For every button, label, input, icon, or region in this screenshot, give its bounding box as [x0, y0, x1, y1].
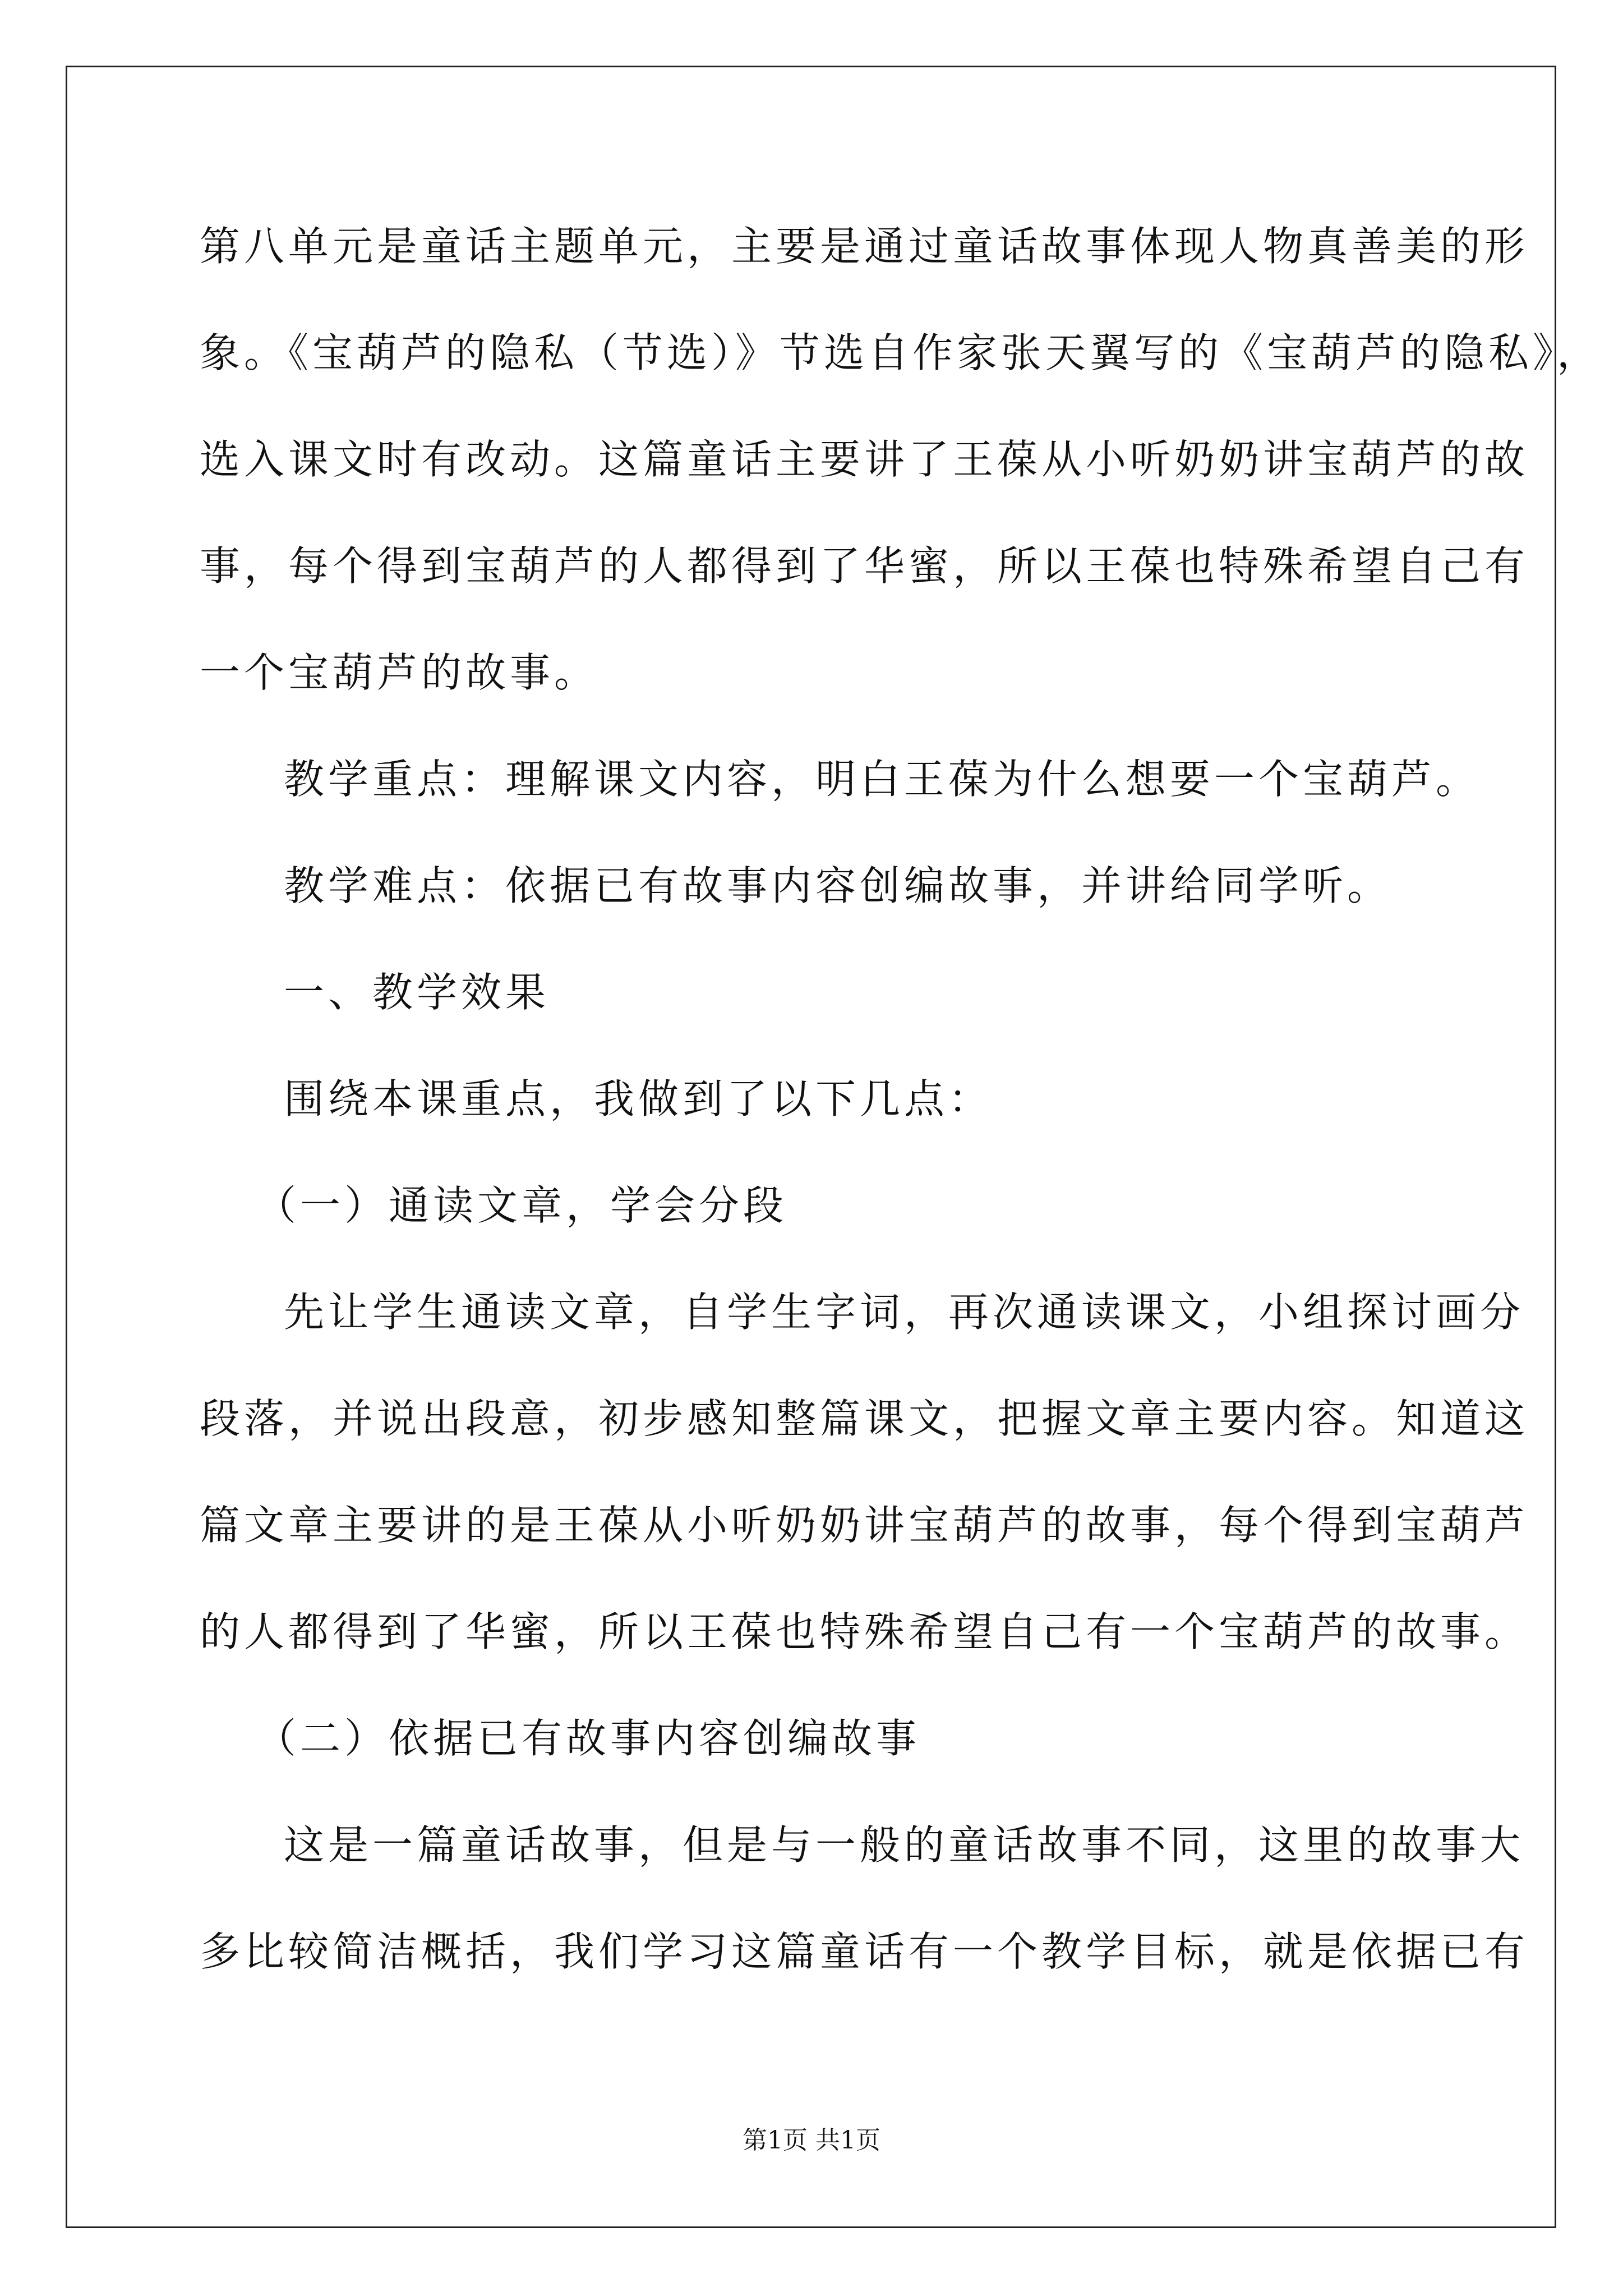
section-heading: 一、教学效果 [284, 969, 550, 1016]
page-number: 第1页 共1页 [743, 2126, 880, 2155]
text-line: 这是一篇童话故事，但是与一般的童话故事不同，这里的故事大 [284, 1821, 1525, 1869]
subsection-heading: （二）依据已有故事内容创编故事 [256, 1715, 921, 1762]
text-line: 教学重点：理解课文内容，明白王葆为什么想要一个宝葫芦。 [284, 756, 1481, 803]
document-body [200, 220, 1602, 2032]
text-line: 选入课文时有改动。这篇童话主要讲了王葆从小听奶奶讲宝葫芦的故 [200, 436, 1529, 483]
text-line: 教学难点：依据已有故事内容创编故事，并讲给同学听。 [284, 862, 1392, 909]
text-line: 第八单元是童话主题单元，主要是通过童话故事体现人物真善美的形 [200, 223, 1529, 270]
text-line: 篇文章主要讲的是王葆从小听奶奶讲宝葫芦的故事，每个得到宝葫芦 [200, 1502, 1529, 1549]
text-line: 先让学生通读文章，自学生字词，再次通读课文，小组探讨画分 [284, 1289, 1525, 1336]
subsection-heading: （一）通读文章，学会分段 [256, 1182, 788, 1229]
text-line: 多比较简洁概括，我们学习这篇童话有一个教学目标，就是依据已有 [200, 1928, 1529, 1975]
text-line: 段落，并说出段意，初步感知整篇课文，把握文章主要内容。知道这 [200, 1395, 1529, 1442]
text-line: 事，每个得到宝葫芦的人都得到了华蜜，所以王葆也特殊希望自己有 [200, 542, 1529, 590]
text-line: 象。《宝葫芦的隐私（节选）》节选自作家张天翼写的《宝葫芦的隐私》， [200, 329, 1602, 376]
text-line: 一个宝葫芦的故事。 [200, 649, 599, 696]
text-line: 的人都得到了华蜜，所以王葆也特殊希望自己有一个宝葫芦的故事。 [200, 1608, 1529, 1655]
text-line: 围绕本课重点，我做到了以下几点： [284, 1075, 993, 1122]
